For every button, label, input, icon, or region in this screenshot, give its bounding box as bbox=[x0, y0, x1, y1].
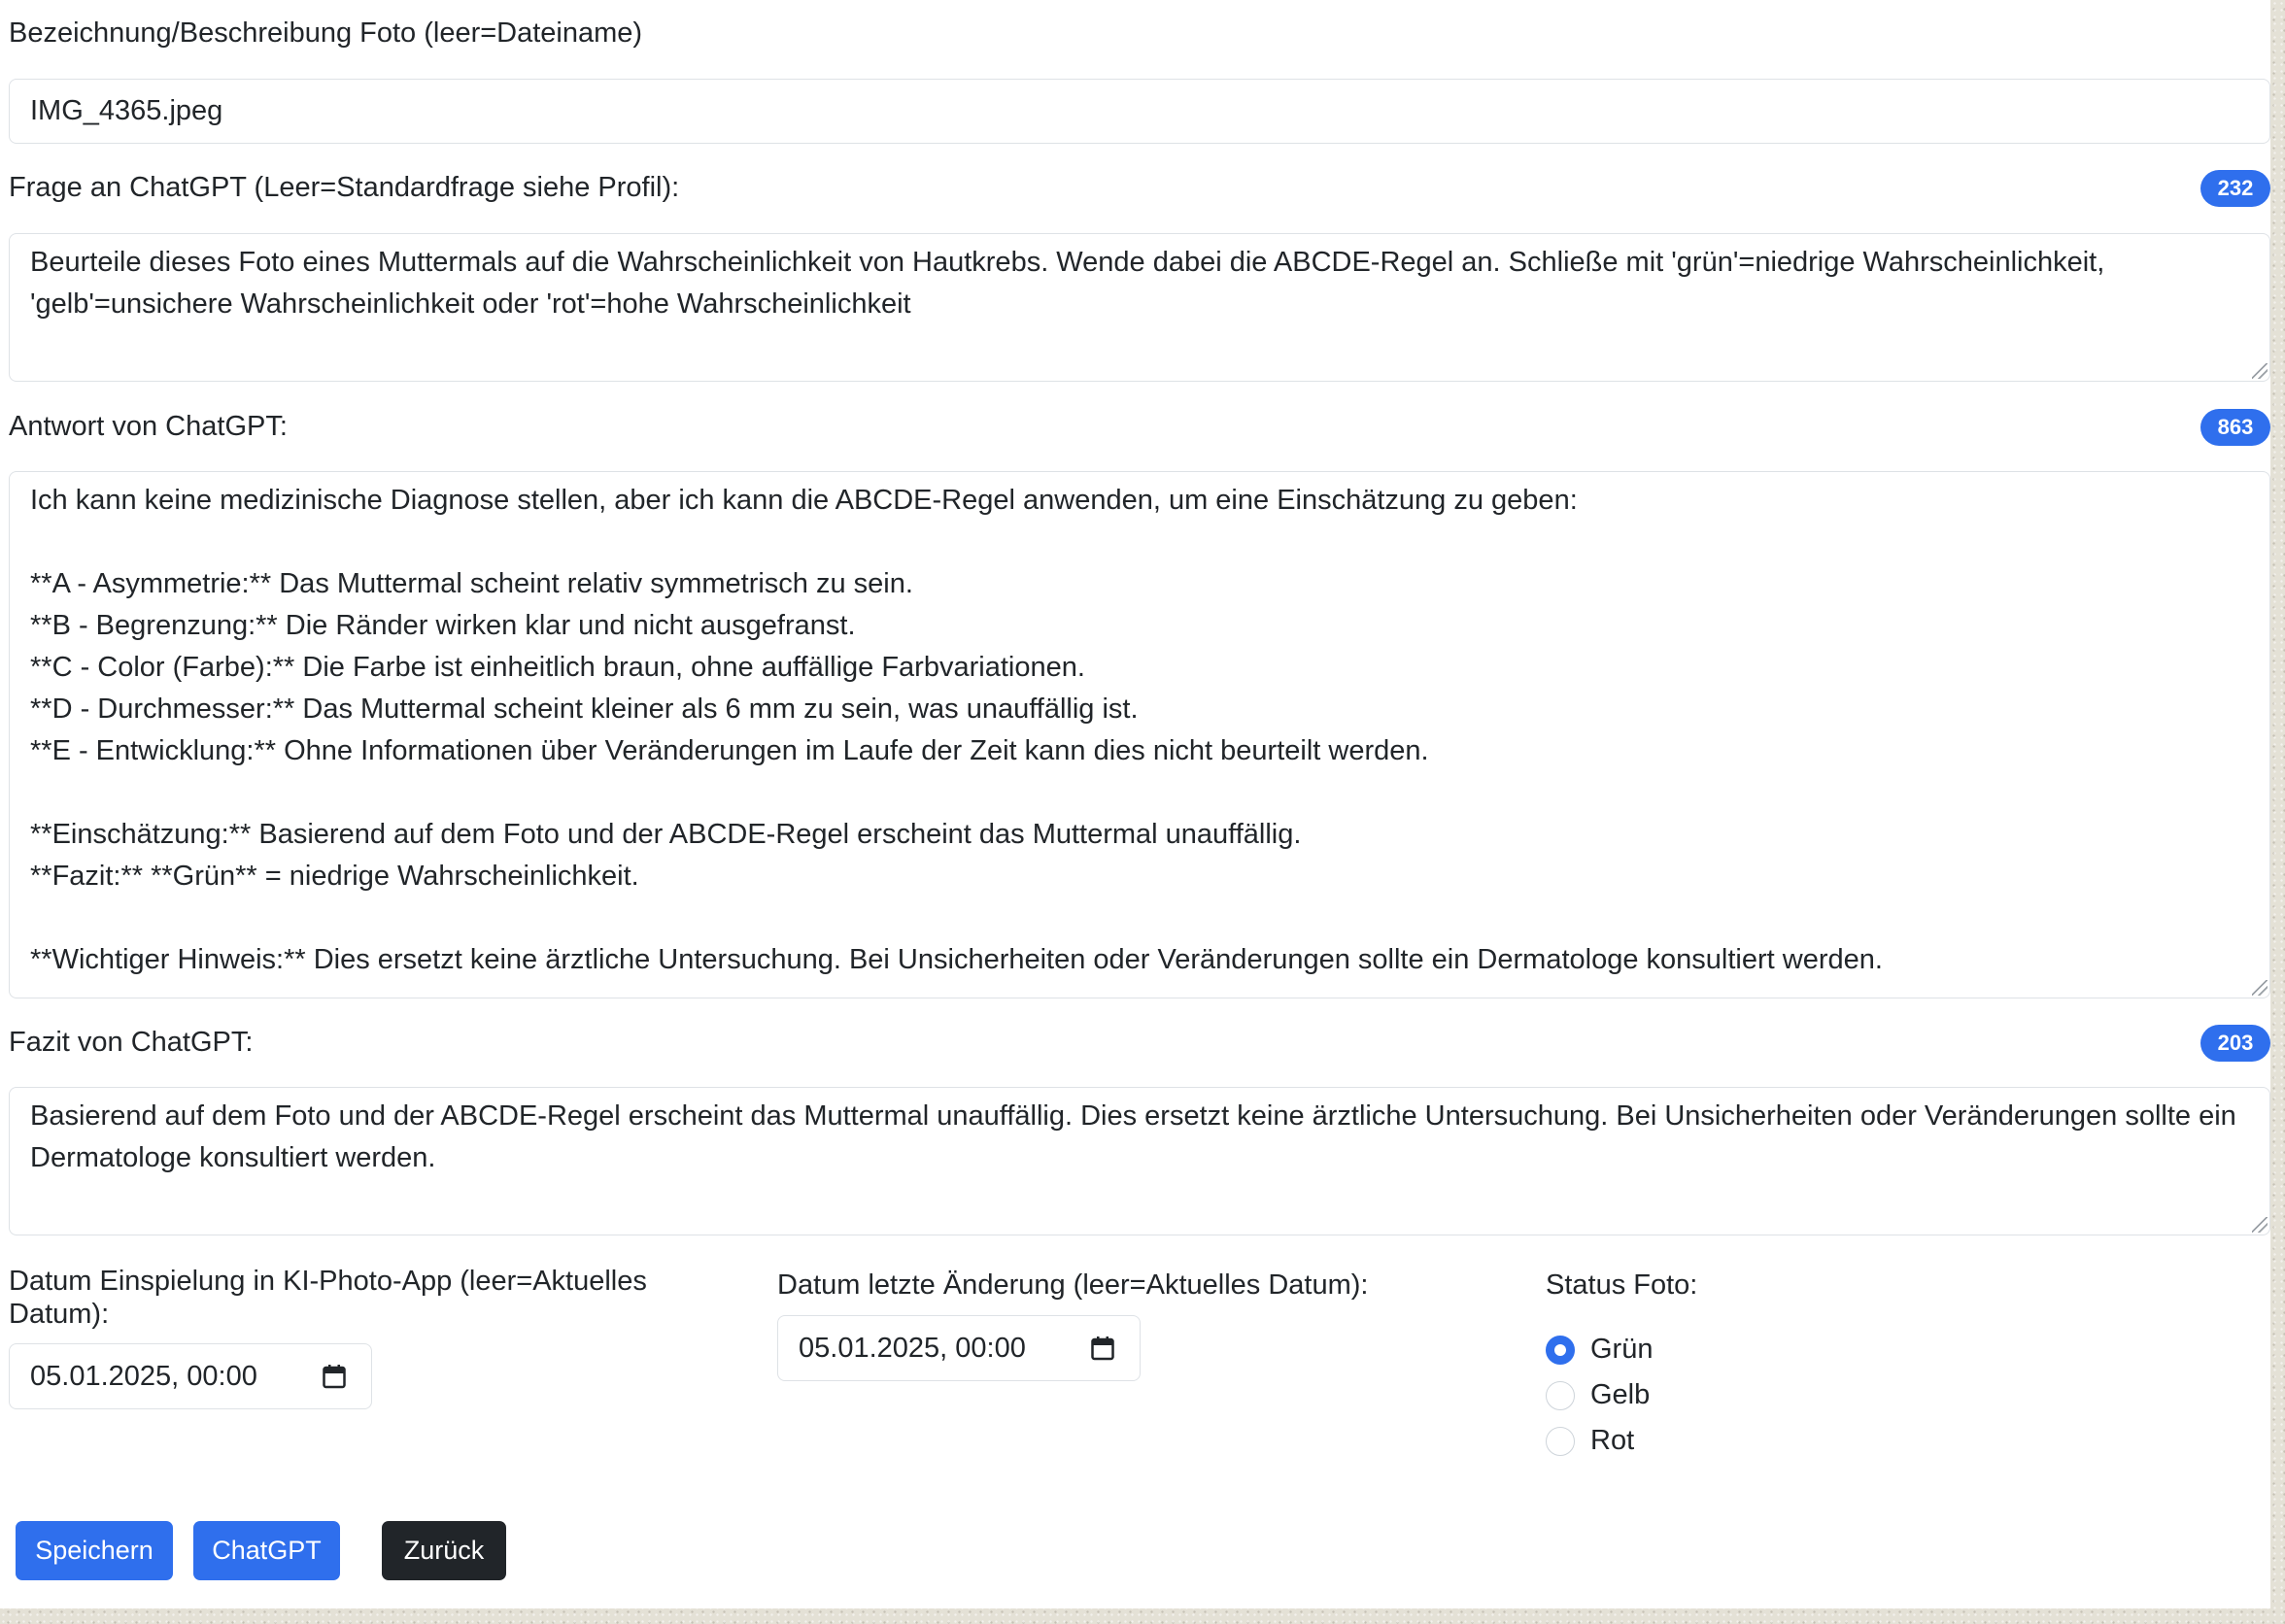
back-button[interactable]: Zurück bbox=[382, 1521, 506, 1580]
status-radio-rot[interactable] bbox=[1546, 1427, 1575, 1456]
modified-date-value: 05.01.2025, 00:00 bbox=[799, 1332, 1026, 1364]
answer-label: Antwort von ChatGPT: bbox=[9, 411, 288, 442]
title-input[interactable] bbox=[9, 79, 2270, 144]
summary-char-count-badge: 203 bbox=[2200, 1025, 2270, 1062]
question-label: Frage an ChatGPT (Leer=Standardfrage siehe Profil): bbox=[9, 172, 680, 203]
import-date-input[interactable] bbox=[9, 1343, 372, 1409]
status-option-label: Rot bbox=[1590, 1425, 1635, 1456]
answer-char-count-badge: 863 bbox=[2200, 409, 2270, 446]
status-radio-gelb[interactable] bbox=[1546, 1381, 1575, 1410]
question-textarea[interactable] bbox=[9, 233, 2270, 382]
chatgpt-button[interactable]: ChatGPT bbox=[193, 1521, 340, 1580]
status-option-label: Gelb bbox=[1590, 1379, 1651, 1410]
title-label: Bezeichnung/Beschreibung Foto (leer=Dateiname) bbox=[9, 17, 643, 49]
modified-date-input[interactable] bbox=[777, 1315, 1141, 1381]
status-option-rot[interactable] bbox=[1546, 1425, 1634, 1457]
status-label: Status Foto: bbox=[1546, 1269, 1698, 1301]
calendar-icon[interactable] bbox=[323, 1364, 346, 1389]
status-option-label: Grün bbox=[1590, 1334, 1654, 1365]
import-date-value: 05.01.2025, 00:00 bbox=[30, 1360, 257, 1392]
summary-label: Fazit von ChatGPT: bbox=[9, 1027, 254, 1058]
answer-textarea[interactable] bbox=[9, 471, 2270, 998]
status-option-gruen[interactable] bbox=[1546, 1334, 1653, 1366]
question-char-count-badge: 232 bbox=[2200, 170, 2270, 207]
summary-textarea[interactable] bbox=[9, 1087, 2270, 1235]
status-radio-gruen[interactable] bbox=[1546, 1336, 1575, 1365]
status-option-gelb[interactable] bbox=[1546, 1379, 1650, 1411]
save-button[interactable]: Speichern bbox=[16, 1521, 173, 1580]
calendar-icon[interactable] bbox=[1091, 1336, 1114, 1361]
import-date-label: Datum Einspielung in KI-Photo-App (leer=Aktuelles Datum): bbox=[9, 1266, 647, 1330]
modified-date-label: Datum letzte Änderung (leer=Aktuelles Datum): bbox=[777, 1269, 1369, 1301]
